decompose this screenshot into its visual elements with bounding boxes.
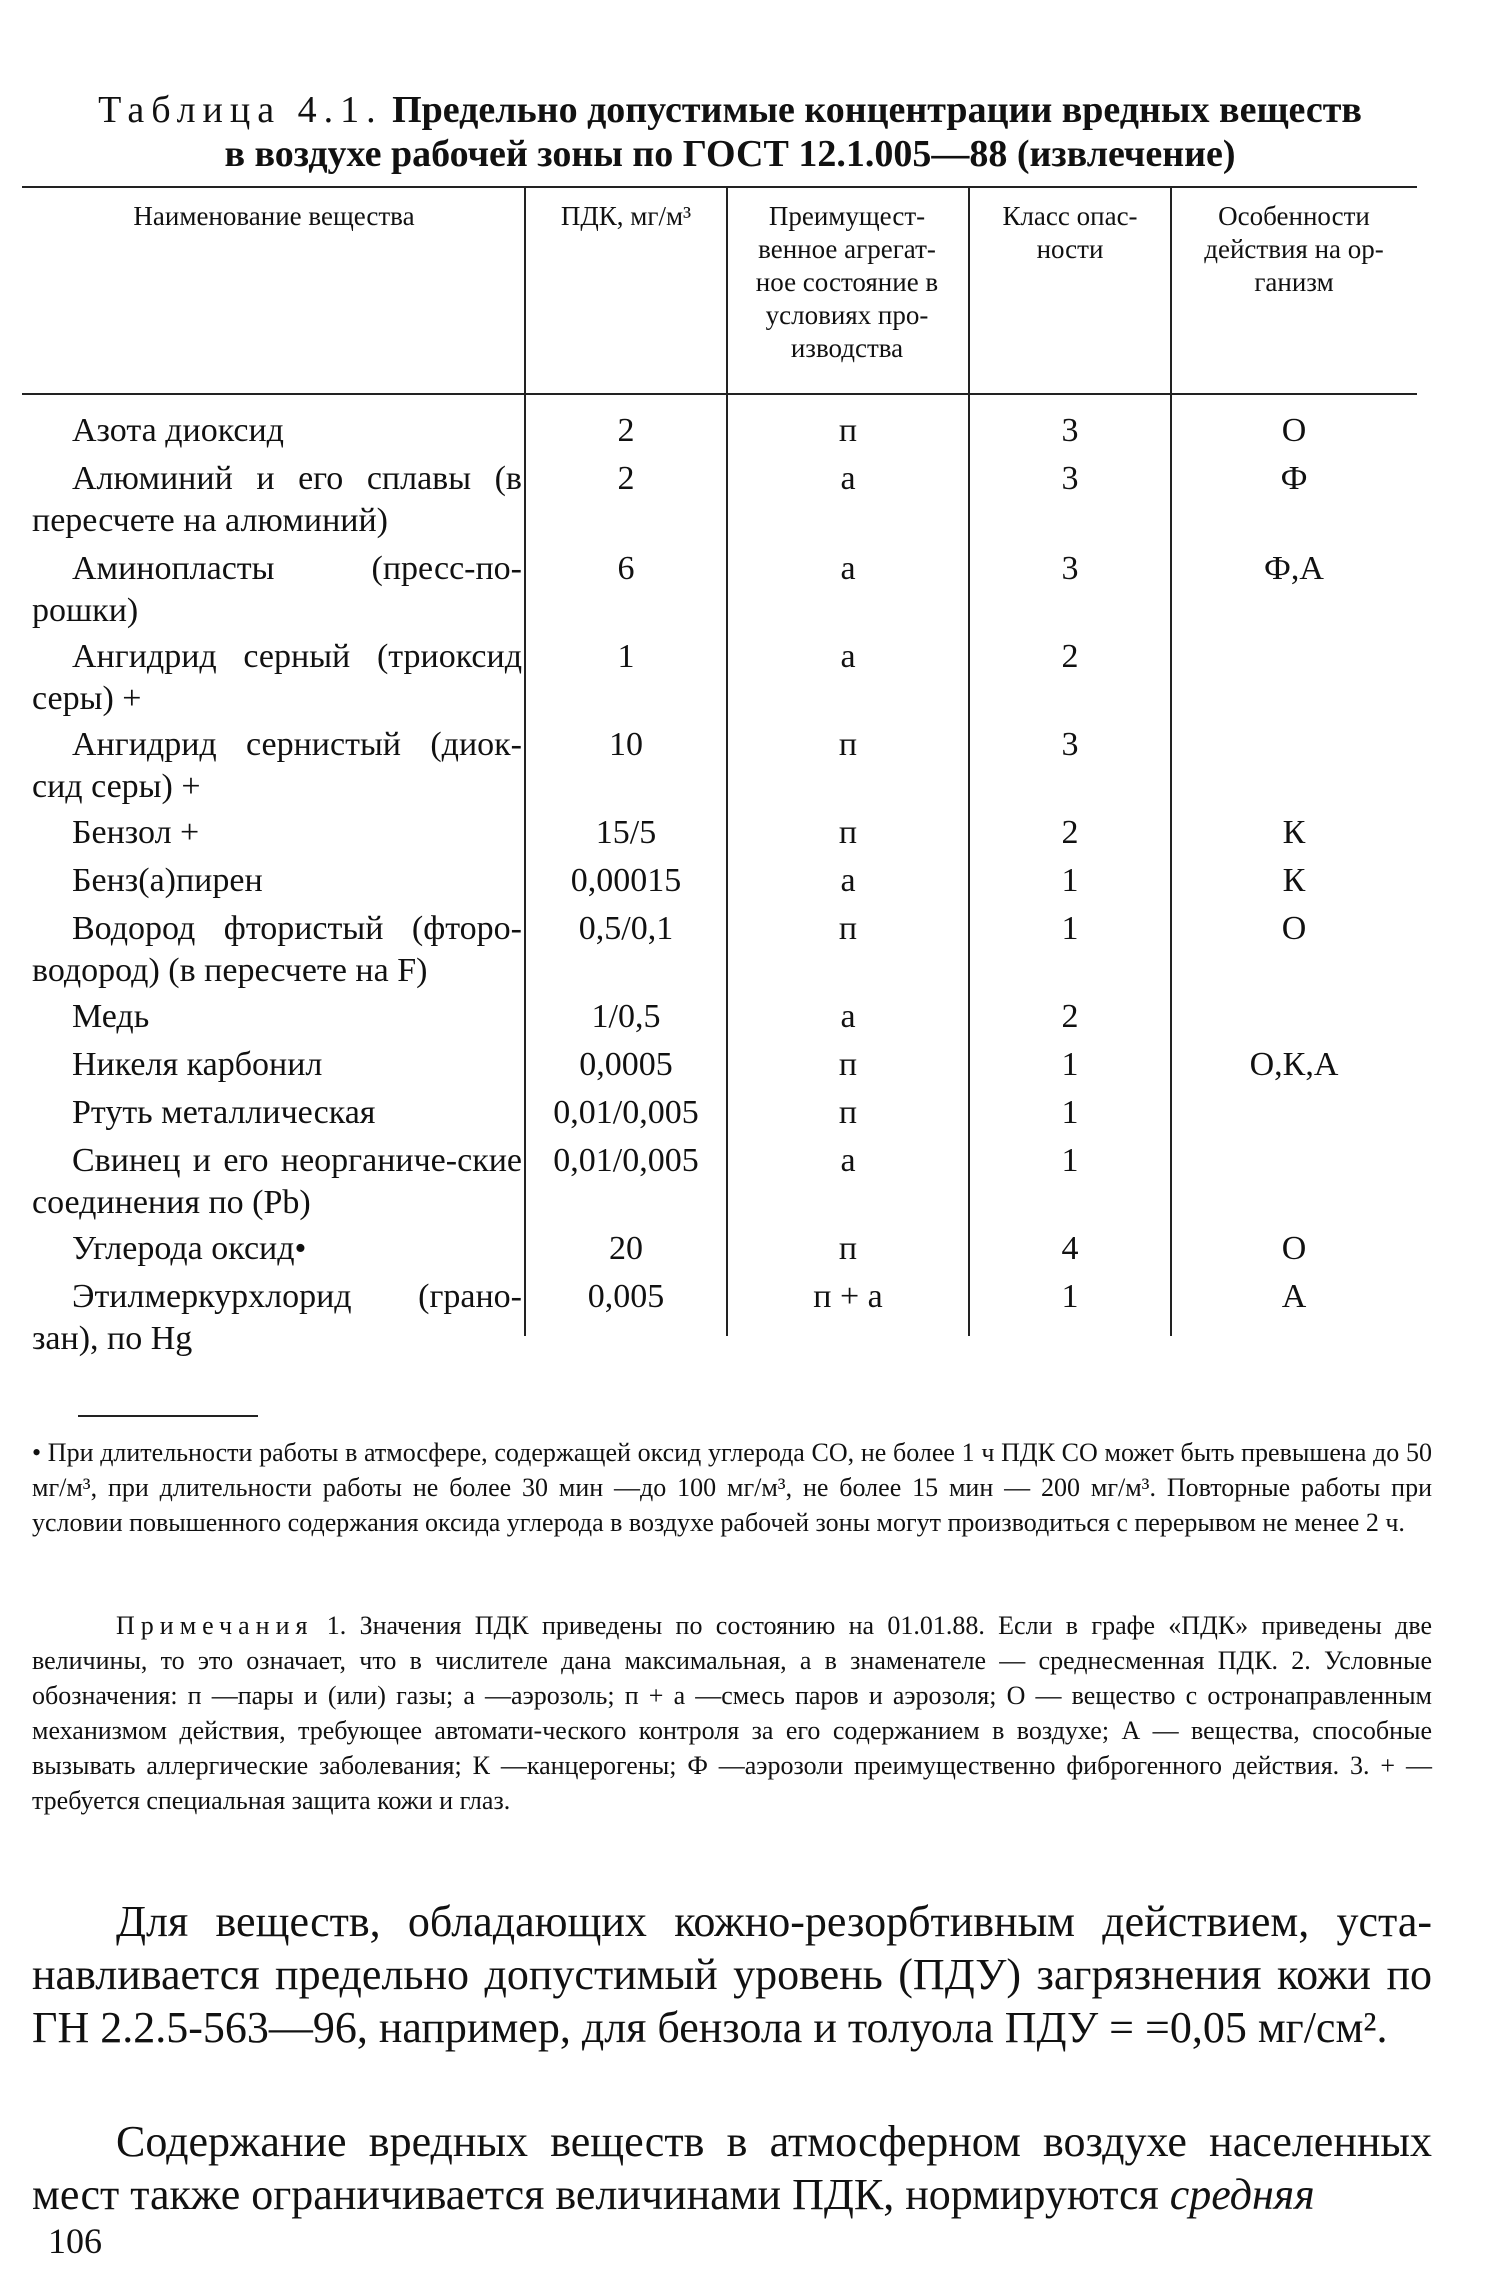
cell-state: п xyxy=(838,910,858,947)
cell-substance-name: Медь xyxy=(72,998,150,1035)
cell-hazard-class: 1 xyxy=(1061,1278,1079,1315)
caption-title-line2: в воздухе рабочей зоны по ГОСТ 12.1.005—88 (извлечение) xyxy=(224,133,1236,175)
cell-substance-name: Свинец и его неорганиче-ские соединения по (Pb) xyxy=(32,1142,522,1221)
header-state xyxy=(740,200,954,365)
cell-substance-name: Никеля карбонил xyxy=(72,1046,323,1083)
cell-effect: О,К,А xyxy=(1249,1046,1339,1083)
footnote: • При длительности работы в атмосфере, содержащей оксид углерода СО, не более 1 ч ПДК СО может быть превышена до 50 мг/м³, при длительности работы не более 30 мин —до 100 мг/м³, не более 15 мин — 200 мг/м³. Повторные работы при условии повышенного содержания оксида углерода в воздухе рабочей зоны могут производиться с перерывом не менее 2 ч. xyxy=(32,1438,1432,1537)
cell-pdk: 0,01/0,005 xyxy=(553,1094,699,1131)
paragraph-1-text: Для веществ, обладающих кожно-резорбтивным действием, уста-навливается предельно допустимый уровень (ПДУ) загрязнения кожи по ГН 2.2.5-563—96, например, для бензола и толуола ПДУ = =0,05 мг/см². xyxy=(32,1897,1432,2052)
cell-substance-name: Углерода оксид• xyxy=(72,1230,307,1267)
cell-effect: О xyxy=(1281,412,1307,449)
cell-hazard-class: 1 xyxy=(1061,1142,1079,1179)
cell-pdk: 2 xyxy=(617,460,635,497)
cell-effect: Ф xyxy=(1280,460,1308,497)
cell-hazard-class: 3 xyxy=(1061,726,1079,763)
paragraph-1 xyxy=(32,1895,1432,2054)
cell-effect: К xyxy=(1282,862,1306,899)
cell-state: а xyxy=(840,550,856,587)
cell-state: а xyxy=(840,1142,856,1179)
cell-state: п xyxy=(838,1230,858,1267)
caption-label: Таблица 4.1. xyxy=(98,89,383,131)
cell-pdk: 10 xyxy=(609,726,643,763)
cell-effect: А xyxy=(1281,1278,1307,1315)
paragraph-2 xyxy=(32,2115,1432,2221)
header-pdk: ПДК, мг/м³ xyxy=(560,201,692,231)
cell-substance-name: Бенз(а)пирен xyxy=(72,862,263,899)
table-caption xyxy=(90,88,1370,176)
caption-title-line1: Предельно допустимые концентрации вредных веществ xyxy=(392,89,1362,131)
cell-substance-name: Бензол + xyxy=(72,814,200,851)
cell-state: п xyxy=(838,726,858,763)
table-header-rule xyxy=(22,393,1417,395)
cell-hazard-class: 3 xyxy=(1061,550,1079,587)
cell-substance-name: Аминопласты (пресс-по-рошки) xyxy=(32,550,522,629)
cell-pdk: 0,00015 xyxy=(570,862,682,899)
cell-substance-name: Ангидрид серный (триоксид серы) + xyxy=(32,638,522,717)
cell-state: п + а xyxy=(813,1278,883,1315)
cell-state: п xyxy=(838,814,858,851)
cell-hazard-class: 3 xyxy=(1061,412,1079,449)
cell-substance-name: Азота диоксид xyxy=(72,412,284,449)
page-number: 106 xyxy=(48,2221,102,2261)
cell-hazard-class: 2 xyxy=(1061,998,1079,1035)
cell-pdk: 2 xyxy=(617,412,635,449)
header-substance: Наименование вещества xyxy=(133,201,415,231)
header-state-text: Преимущест-венное агрегат-ное состояние в условиях про-изводства xyxy=(755,201,939,363)
cell-hazard-class: 1 xyxy=(1061,862,1079,899)
cell-state: а xyxy=(840,998,856,1035)
table-notes xyxy=(32,1608,1432,1818)
cell-substance-name: Ртуть металлическая xyxy=(72,1094,376,1131)
cell-substance-name: Водород фтористый (фторо-водород) (в пересчете на F) xyxy=(32,910,522,989)
paragraph-2-italic: средняя xyxy=(1169,2170,1315,2219)
notes-text: 1. Значения ПДК приведены по состоянию на 01.01.88. Если в графе «ПДК» приведены две величины, то это означает, что в числителе дана максимальная, а в знаменателе — среднесменная ПДК. 2. Условные обозначения: п —пары и (или) газы; а —аэрозоль; п + а —смесь паров и аэрозоля; О — вещество с остронаправленным механизмом действия, требующее автомати-ческого контроля за его содержанием в воздухе; А — вещества, способные вызывать аллергические заболевания; К —канцерогены; Ф —аэрозоли преимущественно фиброгенного действия. 3. + — требуется специальная защита кожи и глаз. xyxy=(32,1611,1432,1815)
cell-pdk: 0,0005 xyxy=(579,1046,673,1083)
cell-hazard-class: 1 xyxy=(1061,910,1079,947)
cell-pdk: 0,005 xyxy=(587,1278,665,1315)
cell-hazard-class: 1 xyxy=(1061,1094,1079,1131)
cell-effect: О xyxy=(1281,1230,1307,1267)
cell-hazard-class: 1 xyxy=(1061,1046,1079,1083)
cell-substance-name: Ангидрид сернистый (диок-сид серы) + xyxy=(32,726,522,805)
cell-effect: Ф,А xyxy=(1264,550,1324,587)
cell-pdk: 1 xyxy=(617,638,635,675)
cell-state: п xyxy=(838,1094,858,1131)
cell-pdk: 0,5/0,1 xyxy=(578,910,674,947)
footnote-rule xyxy=(78,1415,258,1417)
cell-state: а xyxy=(840,638,856,675)
column-divider-2 xyxy=(726,186,728,1336)
cell-pdk: 6 xyxy=(617,550,635,587)
cell-pdk: 0,01/0,005 xyxy=(553,1142,699,1179)
header-hazard-class: Класс опас-ности xyxy=(1002,201,1138,264)
cell-pdk: 20 xyxy=(609,1230,643,1267)
cell-state: п xyxy=(838,412,858,449)
cell-state: а xyxy=(840,460,856,497)
cell-state: а xyxy=(840,862,856,899)
cell-hazard-class: 3 xyxy=(1061,460,1079,497)
cell-substance-name: Этилмеркурхлорид (грано-зан), по Hg xyxy=(32,1278,522,1357)
cell-pdk: 1/0,5 xyxy=(591,998,661,1035)
cell-hazard-class: 2 xyxy=(1061,814,1079,851)
cell-pdk: 15/5 xyxy=(595,814,657,851)
cell-substance-name: Алюминий и его сплавы (в пересчете на алюминий) xyxy=(32,460,522,539)
cell-effect: К xyxy=(1282,814,1306,851)
header-effect: Особенности действия на ор-ганизм xyxy=(1204,201,1384,297)
column-divider-4 xyxy=(1170,186,1172,1336)
table-top-rule xyxy=(22,186,1417,188)
column-divider-1 xyxy=(524,186,526,1336)
cell-state: п xyxy=(838,1046,858,1083)
cell-hazard-class: 2 xyxy=(1061,638,1079,675)
cell-effect: О xyxy=(1281,910,1307,947)
paragraph-2-text: Содержание вредных веществ в атмосферном воздухе населенных мест также ограничивается величинами ПДК, нормируются xyxy=(32,2117,1432,2219)
column-divider-3 xyxy=(968,186,970,1336)
notes-label: Примечания xyxy=(116,1611,314,1640)
cell-hazard-class: 4 xyxy=(1061,1230,1079,1267)
